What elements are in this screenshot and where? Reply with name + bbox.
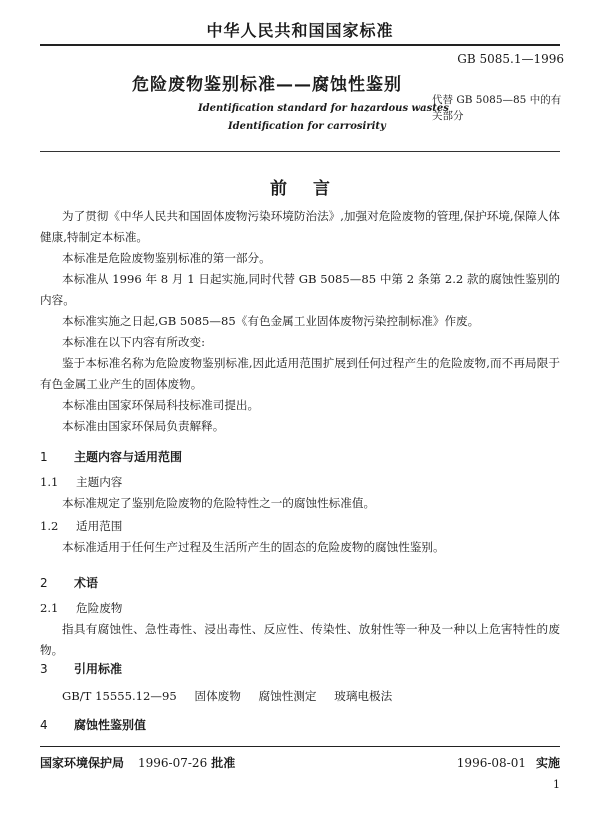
title-divider: [40, 151, 560, 152]
section-2-1-text: 指具有腐蚀性、急性毒性、浸出毒性、反应性、传染性、放射性等一种及一种以上危害特性的废物。: [40, 622, 560, 657]
section-2-number: 2: [40, 576, 48, 590]
approve-date: 1996-07-26: [138, 756, 208, 770]
section-2-heading: [40, 574, 98, 591]
foreword-paragraph-5: 本标准在以下内容有所改变:: [62, 335, 206, 349]
issuer-line: [40, 754, 235, 771]
section-1-2-text: 本标准适用于任何生产过程及生活所产生的固态的危险废物的腐蚀性鉴别。: [62, 540, 445, 554]
referenced-standard: [62, 688, 406, 704]
section-1-1-text: 本标准规定了鉴别危险废物的危险特性之一的腐蚀性标准值。: [62, 496, 376, 510]
document-title: 危险废物鉴别标准——腐蚀性鉴别: [132, 75, 402, 95]
issuer-name: 国家环境保护局: [40, 756, 125, 770]
section-1-2-title: 适用范围: [76, 519, 123, 533]
section-4-heading: [40, 716, 146, 733]
implementation-date: 1996-08-01: [456, 756, 526, 770]
section-3-title: 引用标准: [74, 662, 123, 676]
section-1-2-heading: [40, 518, 122, 534]
section-2-1-number: 2.1: [40, 601, 59, 615]
foreword-paragraph-4: 本标准实施之日起,GB 5085—85《有色金属工业固体废物污染控制标准》作废。: [62, 314, 480, 328]
foreword-paragraph-2: 本标准是危险废物鉴别标准的第一部分。: [62, 251, 271, 265]
section-3-number: 3: [40, 662, 48, 676]
section-4-number: 4: [40, 718, 48, 732]
foreword-heading: 前言: [270, 179, 356, 199]
referenced-standard-name-1: 固体废物: [194, 689, 241, 703]
section-1-1-heading: [40, 474, 122, 490]
approve-label: 批准: [211, 756, 236, 770]
referenced-standard-name-3: 玻璃电极法: [334, 689, 393, 703]
section-4-title: 腐蚀性鉴别值: [74, 718, 147, 732]
implementation-line: [457, 754, 560, 771]
header-rule: [40, 44, 560, 46]
national-standard-heading: 中华人民共和国国家标准: [206, 21, 394, 40]
section-2-1-heading: [40, 600, 122, 616]
english-title-line-1: Identification standard for hazardous wastes: [198, 103, 449, 114]
section-2-1-title: 危险废物: [76, 601, 123, 615]
section-1-heading: [40, 448, 182, 465]
implementation-label: 实施: [535, 756, 560, 770]
foreword-paragraph-6: 鉴于本标准名称为危险废物鉴别标准,因此适用范围扩展到任何过程产生的危险废物,而不再局限于有色金属工业产生的固体废物。: [40, 356, 560, 391]
referenced-standard-name-2: 腐蚀性测定: [258, 689, 317, 703]
section-1-1-title: 主题内容: [76, 475, 123, 489]
section-1-number: 1: [40, 450, 48, 464]
section-3-heading: [40, 660, 122, 677]
section-1-2-number: 1.2: [40, 519, 59, 533]
foreword-paragraph-3: 本标准从 1996 年 8 月 1 日起实施,同时代替 GB 5085—85 中第 2 条第 2.2 款的腐蚀性鉴别的内容。: [40, 272, 560, 307]
standard-number: GB 5085.1—1996: [457, 52, 564, 66]
section-1-1-number: 1.1: [40, 475, 59, 489]
page-number: 1: [553, 778, 560, 791]
referenced-standard-code: GB/T 15555.12—95: [62, 689, 177, 703]
foreword-paragraph-8: 本标准由国家环保局负责解释。: [62, 419, 225, 433]
foreword-paragraph-1: 为了贯彻《中华人民共和国固体废物污染环境防治法》,加强对危险废物的管理,保护环境,保障人体健康,特制定本标准。: [40, 209, 560, 244]
foreword-paragraph-7: 本标准由国家环保局科技标准司提出。: [62, 398, 260, 412]
replaces-note: 代替 GB 5085—85 中的有关部分: [432, 94, 562, 122]
english-title-line-2: Identification for carrosirity: [228, 121, 386, 132]
section-2-title: 术语: [74, 576, 99, 590]
section-1-title: 主题内容与适用范围: [74, 450, 183, 464]
footer-rule: [40, 746, 560, 747]
